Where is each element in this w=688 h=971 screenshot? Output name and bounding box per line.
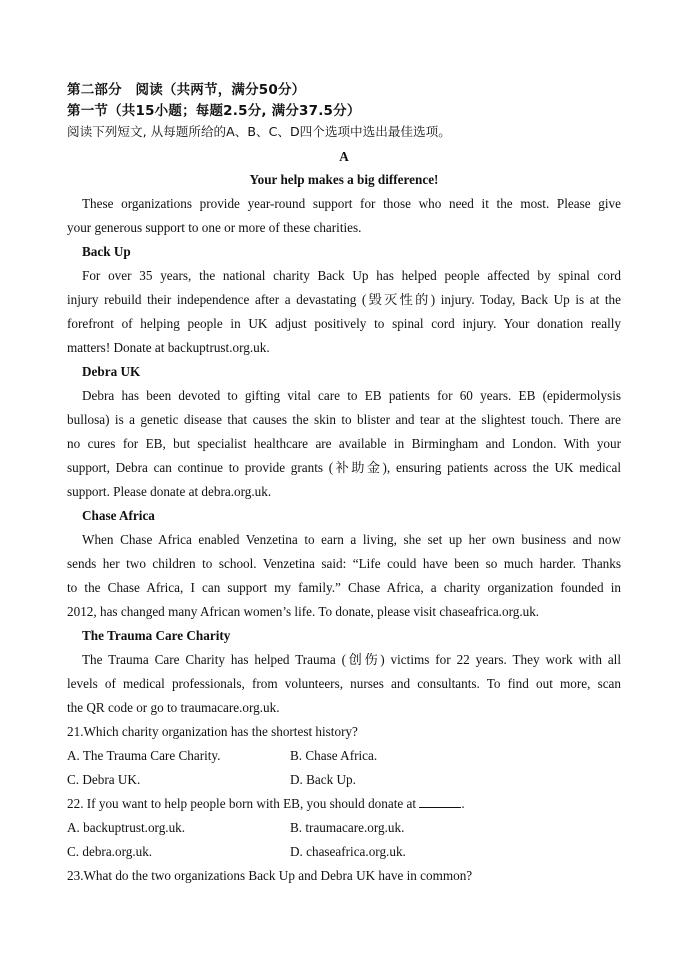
paragraph-line: injury rebuild their independence after a devastating (毁灭性的) injury. Today, Back Up is at the: [67, 292, 621, 307]
question-21-option-d[interactable]: D. Back Up.: [290, 772, 356, 787]
question-22-option-d[interactable]: D. chaseafrica.org.uk.: [290, 844, 406, 859]
passage-title: Your help makes a big difference!: [249, 172, 439, 187]
paragraph-line: to the Chase Africa, I can support my family.” Chase Africa, a charity organization founded in: [67, 580, 621, 595]
passage-letter: A: [339, 149, 349, 164]
paragraph-line: When Chase Africa enabled Venzetina to earn a living, she set up her own business and now: [82, 532, 621, 547]
answer-blank: [419, 795, 461, 808]
paragraph-line: The Trauma Care Charity has helped Trauma (创伤) victims for 22 years. They work with all: [82, 652, 621, 667]
question-22-stem-end: .: [461, 796, 465, 811]
question-22-option-a[interactable]: A. backuptrust.org.uk.: [67, 820, 186, 835]
paragraph-line: forefront of helping people in UK adjust positively to spinal cord injury. Your donation really: [67, 316, 621, 331]
org-heading-back-up: Back Up: [82, 244, 131, 259]
question-22-option-c[interactable]: C. debra.org.uk.: [67, 844, 153, 859]
question-21-stem: 21.Which charity organization has the shortest history?: [67, 724, 358, 739]
question-22-option-b[interactable]: B. traumacare.org.uk.: [290, 820, 405, 835]
paragraph-line: support, Debra can continue to provide grants (补助金), ensuring patients across the UK medical: [67, 460, 621, 475]
paragraph-line: Debra has been devoted to gifting vital care to EB patients for 60 years. EB (epidermolysis: [82, 388, 621, 403]
question-23-stem: 23.What do the two organizations Back Up and Debra UK have in common?: [67, 868, 473, 883]
intro-line: These organizations provide year-round support for those who need it the most. Please give: [82, 196, 621, 211]
paragraph-line: bullosa) is a genetic disease that causes the skin to blister and tear at the slightest touch. There are: [67, 412, 621, 427]
paragraph-line: 2012, has changed many African women’s life. To donate, please visit chaseafrica.org.uk.: [67, 604, 540, 619]
part-heading: 第二部分 阅读（共两节，满分50分）: [67, 82, 306, 98]
org-heading-trauma-care: The Trauma Care Charity: [82, 628, 231, 643]
intro-line: your generous support to one or more of these charities.: [67, 220, 362, 235]
instruction-text: 阅读下列短文, 从每题所给的A、B、C、D四个选项中选出最佳选项。: [67, 124, 451, 139]
section-heading: 第一节（共15小题；每题2.5分, 满分37.5分）: [67, 103, 361, 119]
paragraph-line: levels of medical professionals, from volunteers, nurses and consultants. To find out more, scan: [67, 676, 621, 691]
paragraph-line: For over 35 years, the national charity Back Up has helped people affected by spinal cord: [82, 268, 621, 283]
paragraph-line: no cures for EB, but specialist healthcare are available in Birmingham and London. With your: [67, 436, 621, 451]
org-heading-debra-uk: Debra UK: [82, 364, 141, 379]
question-22-stem: [67, 792, 621, 816]
paragraph-line: matters! Donate at backuptrust.org.uk.: [67, 340, 270, 355]
question-22-stem-text: 22. If you want to help people born with EB, you should donate at: [67, 796, 417, 811]
question-21-option-b[interactable]: B. Chase Africa.: [290, 748, 378, 763]
question-21-option-a[interactable]: A. The Trauma Care Charity.: [67, 748, 221, 763]
paragraph-line: sends her two children to school. Venzetina said: “Life could have been so much harder. Thanks: [67, 556, 621, 571]
org-heading-chase-africa: Chase Africa: [82, 508, 155, 523]
question-21-option-c[interactable]: C. Debra UK.: [67, 772, 141, 787]
paragraph-line: support. Please donate at debra.org.uk.: [67, 484, 272, 499]
paragraph-line: the QR code or go to traumacare.org.uk.: [67, 700, 280, 715]
